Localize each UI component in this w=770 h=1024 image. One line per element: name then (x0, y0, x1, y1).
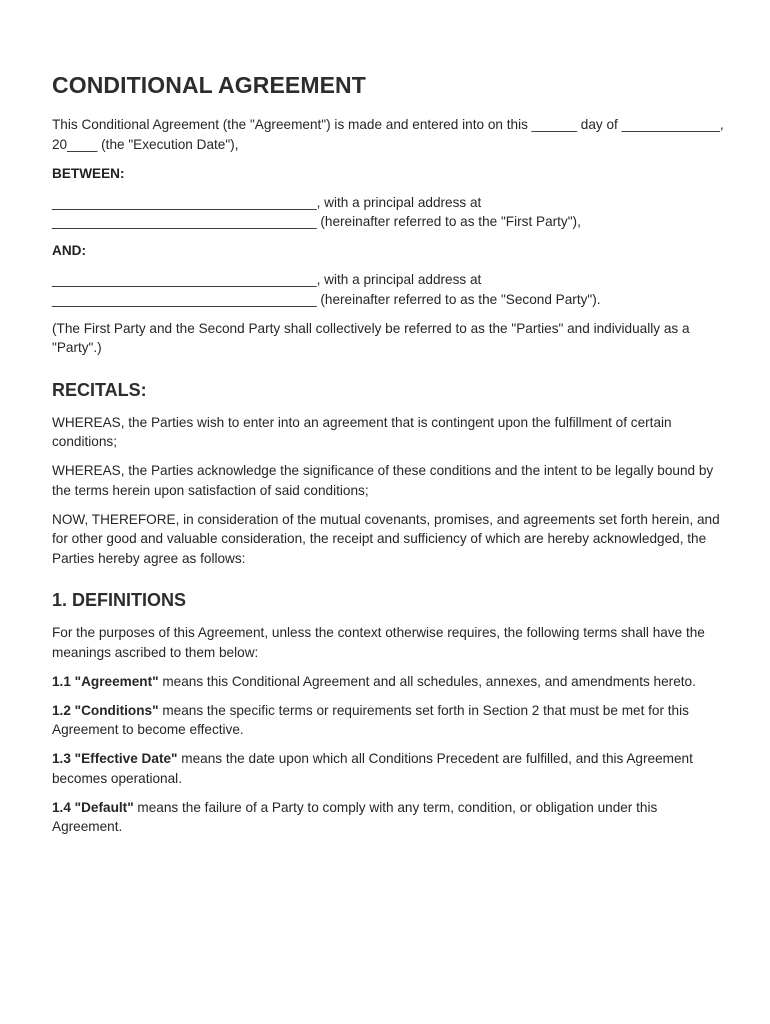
document-page (52, 72, 724, 846)
definition-term: 1.2 "Conditions" (52, 702, 159, 718)
definition-text: means the date upon which all Conditions Precedent are fulfilled, and this Agreement becomes operational. (52, 751, 693, 786)
definition-text: means the failure of a Party to comply with any term, condition, or obligation under this Agreement. (52, 799, 658, 834)
definitions-heading: 1. DEFINITIONS (52, 590, 187, 610)
now-therefore-paragraph: NOW, THEREFORE, in consideration of the mutual covenants, promises, and agreements set forth herein, and for other good and valuable consideration, the receipt and sufficiency of which are hereby acknowledged, the Parties hereby agree as follows: (52, 511, 720, 566)
definition-term: 1.3 "Effective Date" (52, 751, 178, 766)
second-party-line-1: ___________________________________, with a principal address at (52, 272, 482, 287)
definition-text: means this Conditional Agreement and all schedules, annexes, and amendments hereto. (158, 673, 696, 689)
parties-note: (The First Party and the Second Party shall collectively be referred to as the "Parties" and individually as a "Party".) (52, 320, 690, 355)
definitions-intro: For the purposes of this Agreement, unless the context otherwise requires, the following terms shall have the meanings ascribed to them below: (52, 625, 705, 660)
definition-item (52, 701, 724, 740)
first-party-line-2: ___________________________________ (hereinafter referred to as the "First Party"), (52, 214, 581, 229)
second-party-line-2: ___________________________________ (hereinafter referred to as the "Second Party"). (52, 291, 601, 307)
intro-paragraph: This Conditional Agreement (the "Agreement") is made and entered into on this ______ day of _____________, 20____ (the "Execution Date"), (52, 117, 724, 152)
definition-item (52, 672, 724, 692)
whereas-paragraph-2: WHEREAS, the Parties acknowledge the significance of these conditions and the intent to be legally bound by the terms herein upon satisfaction of said conditions; (52, 463, 714, 498)
definition-term: 1.1 "Agreement" (52, 673, 159, 689)
definition-item (52, 749, 724, 788)
whereas-paragraph-1: WHEREAS, the Parties wish to enter into an agreement that is contingent upon the fulfillment of certain conditions; (52, 414, 672, 449)
first-party-line-1: ___________________________________, with a principal address at (52, 194, 482, 210)
recitals-heading: RECITALS: (52, 379, 147, 400)
first-party-block (52, 193, 724, 232)
between-label: BETWEEN: (52, 165, 125, 181)
and-label: AND: (52, 243, 86, 258)
document-title: CONDITIONAL AGREEMENT (52, 72, 366, 98)
definition-item (52, 798, 724, 837)
second-party-block (52, 270, 724, 309)
definition-term: 1.4 "Default" (52, 799, 134, 815)
definition-text: means the specific terms or requirements set forth in Section 2 that must be met for this Agreement to become effective. (52, 702, 689, 737)
